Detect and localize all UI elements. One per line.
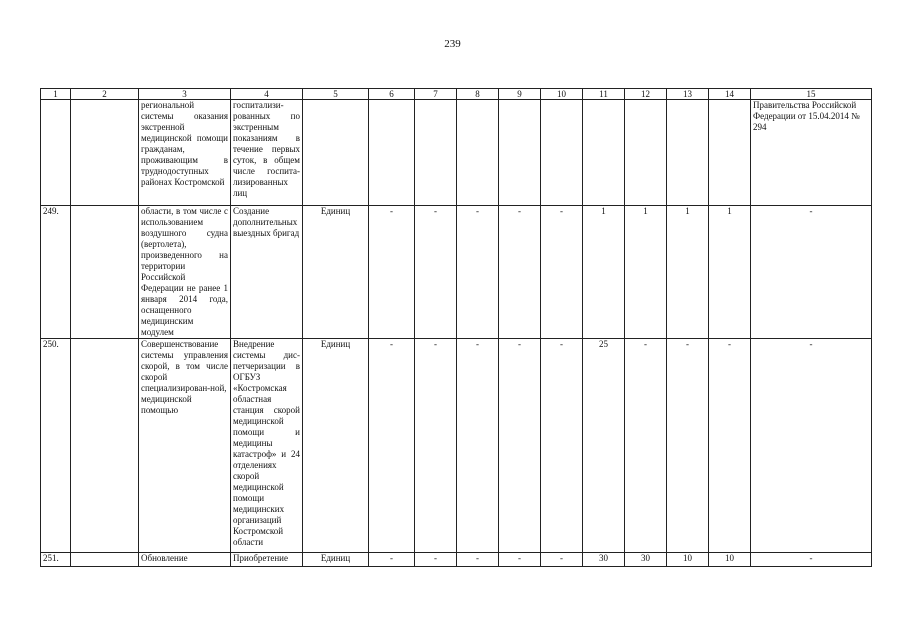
value-cell: - xyxy=(541,206,583,339)
row-number: 250. xyxy=(41,339,71,553)
value-cell: 30 xyxy=(625,553,667,567)
document-reference: - xyxy=(751,339,872,553)
column-header: 11 xyxy=(583,89,625,100)
value-cell: - xyxy=(369,553,415,567)
value-cell xyxy=(457,100,499,206)
header-row xyxy=(41,89,872,100)
cell-col-2 xyxy=(71,553,139,567)
value-cell: - xyxy=(541,553,583,567)
value-cell: - xyxy=(457,553,499,567)
value-cell xyxy=(625,100,667,206)
value-cell: - xyxy=(369,339,415,553)
column-header: 7 xyxy=(415,89,457,100)
column-header: 9 xyxy=(499,89,541,100)
table-row xyxy=(41,100,872,206)
value-cell: - xyxy=(499,339,541,553)
column-header: 6 xyxy=(369,89,415,100)
value-cell: 10 xyxy=(667,553,709,567)
column-header: 12 xyxy=(625,89,667,100)
unit-cell: Единиц xyxy=(303,206,369,339)
document-reference: - xyxy=(751,206,872,339)
value-cell: 30 xyxy=(583,553,625,567)
column-header: 14 xyxy=(709,89,751,100)
value-cell xyxy=(499,100,541,206)
value-cell: 1 xyxy=(625,206,667,339)
row-number: 251. xyxy=(41,553,71,567)
value-cell: - xyxy=(457,339,499,553)
value-cell: - xyxy=(369,206,415,339)
activity-description: госпитализи-рованных по экстренным показаниям в течение первых суток, в общем числе госпита-лизированных лиц xyxy=(231,100,303,206)
value-cell: 10 xyxy=(709,553,751,567)
value-cell: 25 xyxy=(583,339,625,553)
unit-cell xyxy=(303,100,369,206)
column-header: 15 xyxy=(751,89,872,100)
value-cell xyxy=(541,100,583,206)
value-cell xyxy=(583,100,625,206)
column-header: 13 xyxy=(667,89,709,100)
activity-description: Создание дополнительных выездных бригад xyxy=(231,206,303,339)
column-header: 5 xyxy=(303,89,369,100)
column-header: 10 xyxy=(541,89,583,100)
value-cell xyxy=(369,100,415,206)
value-cell: - xyxy=(667,339,709,553)
column-header: 4 xyxy=(231,89,303,100)
value-cell: - xyxy=(415,553,457,567)
value-cell xyxy=(667,100,709,206)
measure-name: региональной системы оказания экстренной медицинской помощи гражданам, проживающим в труднодоступных районах Костромской xyxy=(139,100,231,206)
measure-name: области, в том числе с использованием воздушного судна (вертолета), произведенного на территории Российской Федерации не ранее 1 января 2014 года, оснащенного медицинским модулем xyxy=(139,206,231,339)
value-cell: - xyxy=(709,339,751,553)
column-header: 2 xyxy=(71,89,139,100)
column-header: 1 xyxy=(41,89,71,100)
value-cell: - xyxy=(415,206,457,339)
value-cell: - xyxy=(625,339,667,553)
cell-col-2 xyxy=(71,206,139,339)
value-cell: 1 xyxy=(709,206,751,339)
value-cell xyxy=(709,100,751,206)
value-cell: - xyxy=(499,553,541,567)
row-number xyxy=(41,100,71,206)
value-cell: - xyxy=(415,339,457,553)
column-header: 3 xyxy=(139,89,231,100)
table-row xyxy=(41,206,872,339)
value-cell: - xyxy=(499,206,541,339)
value-cell: 1 xyxy=(667,206,709,339)
measure-name: Совершенствование системы управления скорой, в том числе скорой специализирован-ной, медицинской помощью xyxy=(139,339,231,553)
document-reference: Правительства Российской Федерации от 15.04.2014 № 294 xyxy=(751,100,872,206)
measure-name: Обновление xyxy=(139,553,231,567)
program-table xyxy=(40,88,872,567)
cell-col-2 xyxy=(71,339,139,553)
row-number: 249. xyxy=(41,206,71,339)
value-cell xyxy=(415,100,457,206)
unit-cell: Единиц xyxy=(303,553,369,567)
page-number: 239 xyxy=(444,38,461,50)
unit-cell: Единиц xyxy=(303,339,369,553)
activity-description: Внедрение системы дис-петчеризации в ОГБУЗ «Костромская областная станция скорой медицинской помощи и медицины катастроф» и 24 отделениях скорой медицинской помощи медицинских организаций Костромской области xyxy=(231,339,303,553)
value-cell: - xyxy=(541,339,583,553)
cell-col-2 xyxy=(71,100,139,206)
table-row xyxy=(41,339,872,553)
table-row xyxy=(41,553,872,567)
value-cell: 1 xyxy=(583,206,625,339)
activity-description: Приобретение xyxy=(231,553,303,567)
value-cell: - xyxy=(457,206,499,339)
document-reference: - xyxy=(751,553,872,567)
column-header: 8 xyxy=(457,89,499,100)
